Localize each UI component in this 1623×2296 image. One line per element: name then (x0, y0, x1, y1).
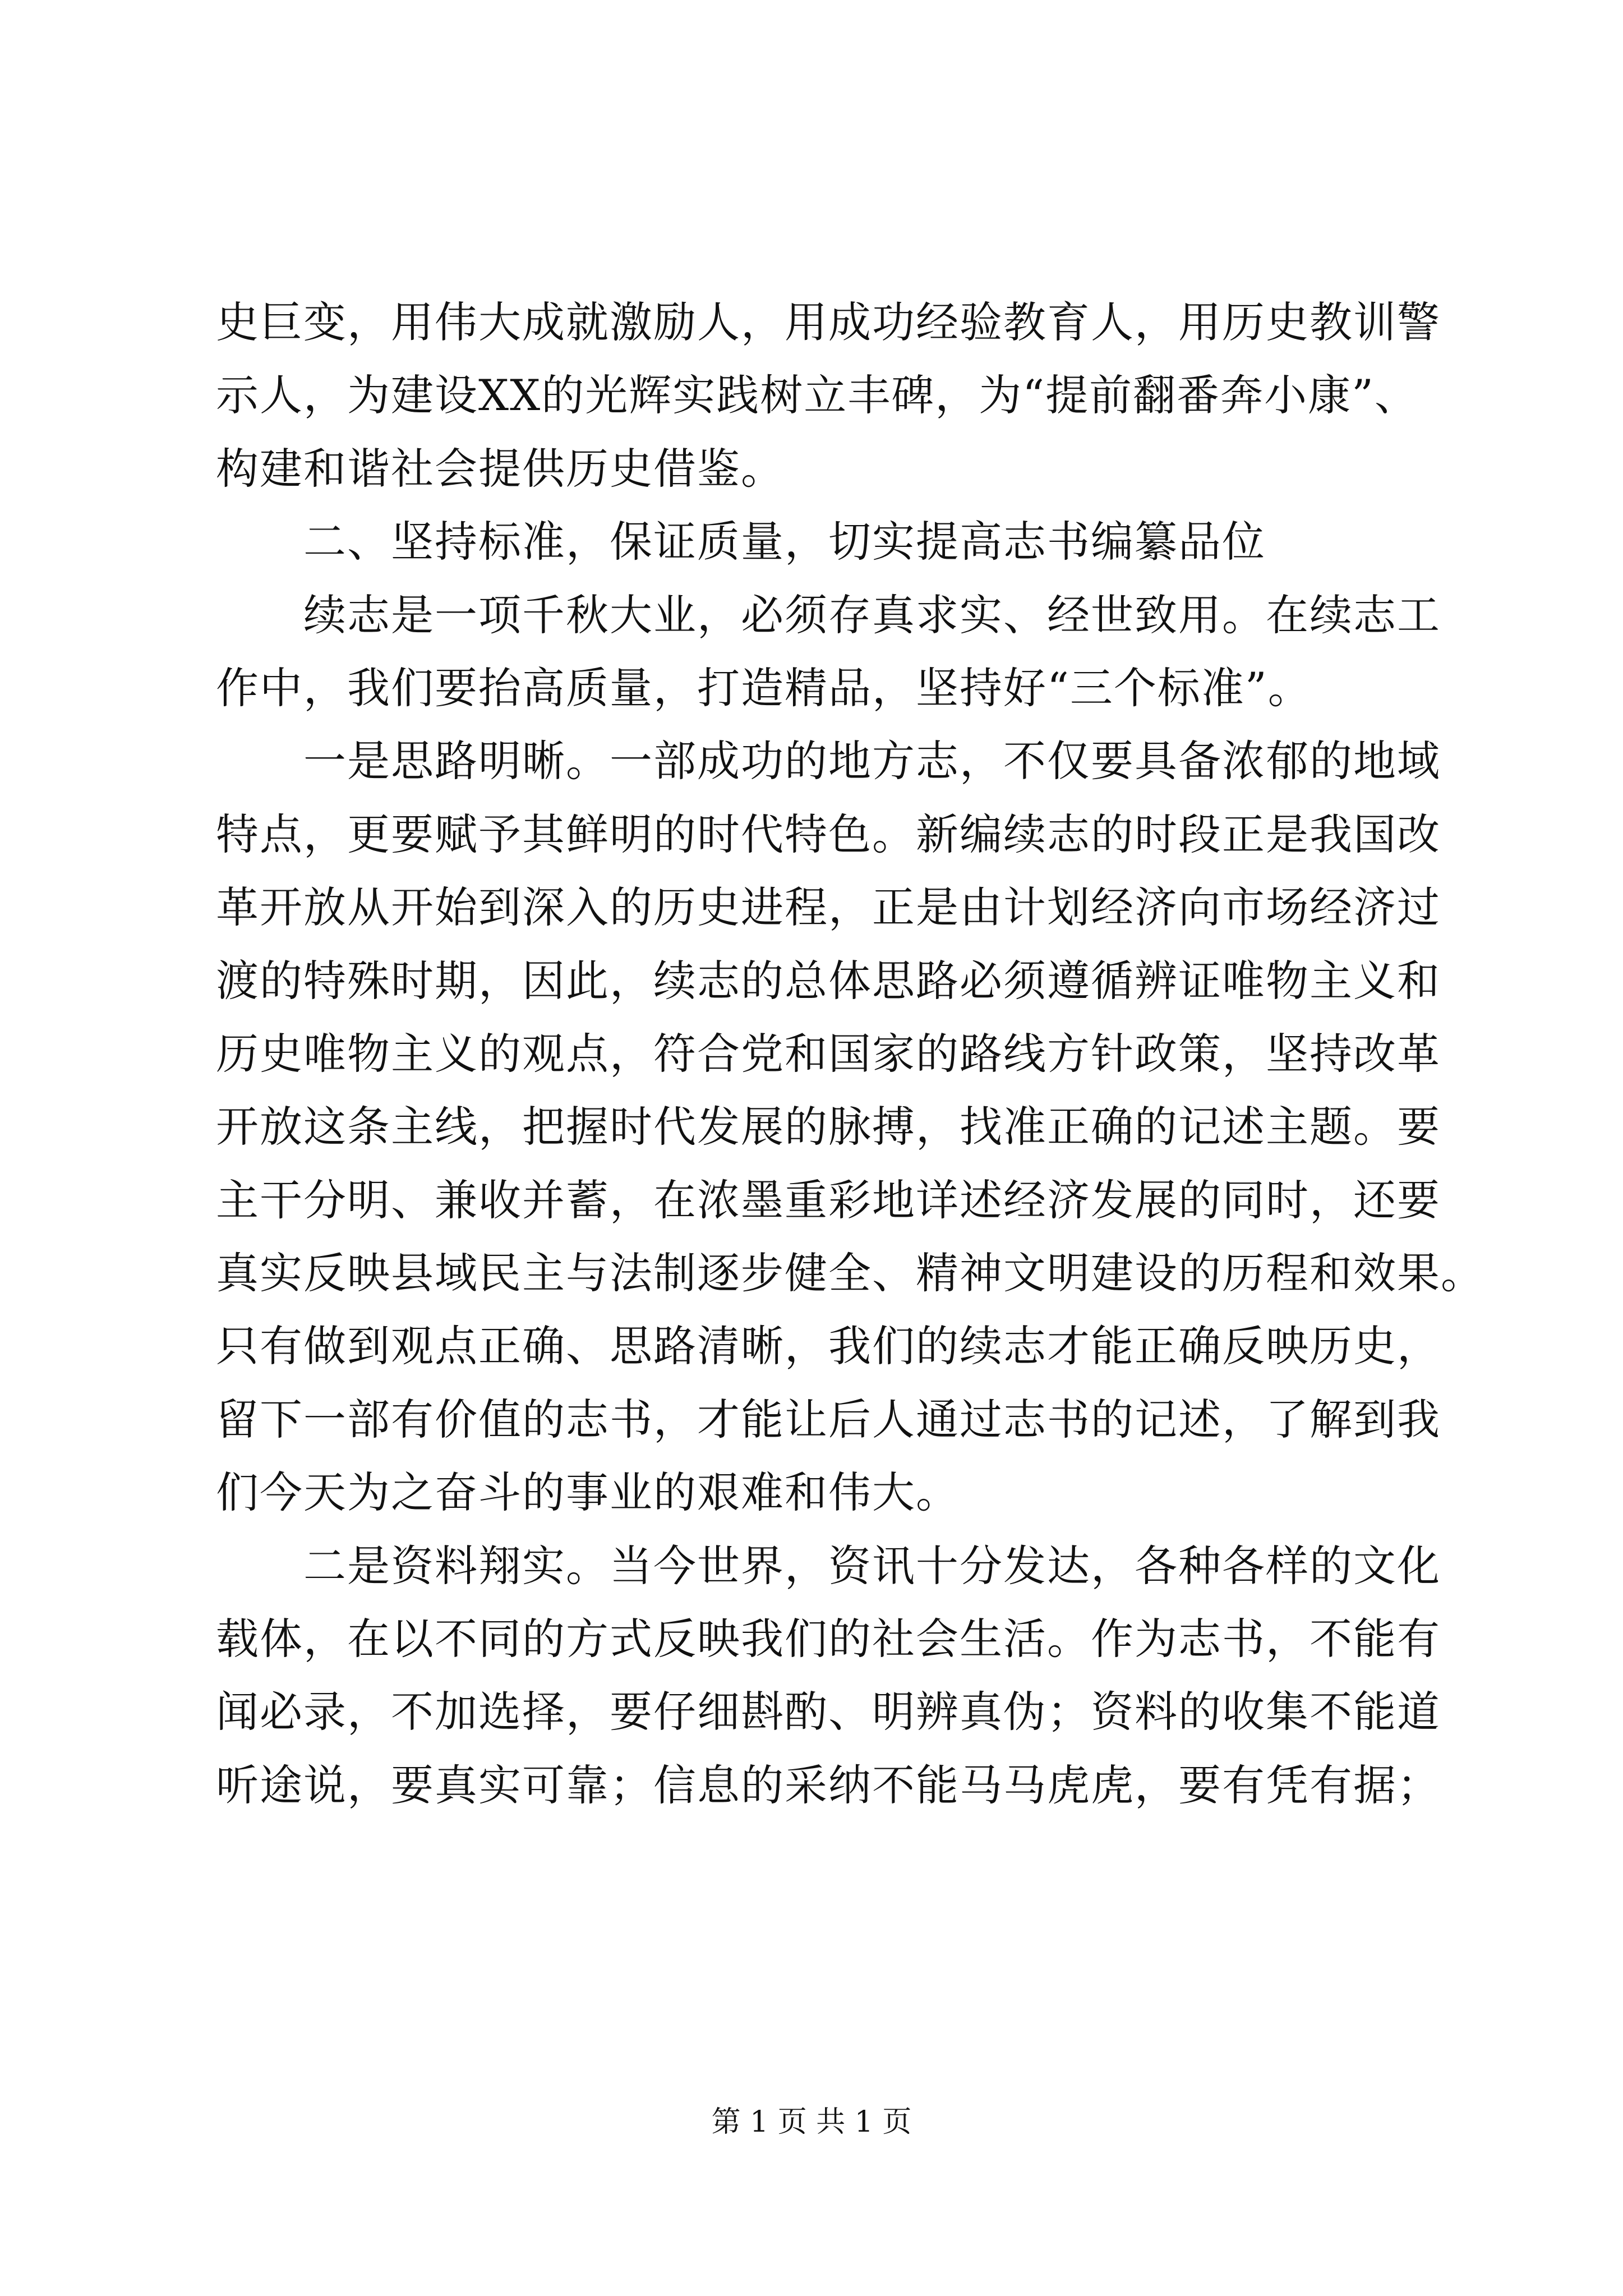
text-line: 们今天为之奋斗的事业的艰难和伟大。 (216, 1467, 960, 1518)
text-line: 示人，为建设XX的光辉实践树立丰碑，为“提前翻番奔小康”、 (216, 370, 1418, 421)
text-line: 特点，更要赋予其鲜明的时代特色。新编续志的时段正是我国改 (216, 809, 1441, 859)
text-line: 留下一部有价值的志书，才能让后人通过志书的记述，了解到我 (216, 1394, 1441, 1444)
text-line: 革开放从开始到深入的历史进程，正是由计划经济向市场经济过 (216, 882, 1441, 933)
text-line: 只有做到观点正确、思路清晰，我们的续志才能正确反映历史， (216, 1321, 1441, 1372)
section-heading: 二、坚持标准，保证质量，切实提高志书编纂品位 (216, 517, 1266, 567)
text-line: 历史唯物主义的观点，符合党和国家的路线方针政策，坚持改革 (216, 1028, 1441, 1079)
text-line: 真实反映县域民主与法制逐步健全、精神文明建设的历程和效果。 (216, 1248, 1484, 1299)
body-text (216, 286, 1484, 1822)
text-line: 开放这条主线，把握时代发展的脉搏，找准正确的记述主题。要 (216, 1102, 1441, 1152)
text-line: 听途说，要真实可靠；信息的采纳不能马马虎虎，要有凭有据； (216, 1760, 1441, 1810)
text-line: 续志是一项千秋大业，必须存真求实、经世致用。在续志工 (216, 590, 1441, 640)
text-line: 闻必录，不加选择，要仔细斟酌、明辨真伪；资料的收集不能道 (216, 1687, 1441, 1737)
text-line: 载体，在以不同的方式反映我们的社会生活。作为志书，不能有 (216, 1614, 1441, 1664)
text-line: 作中，我们要抬高质量，打造精品，坚持好“三个标准”。 (216, 662, 1312, 713)
text-line: 主干分明、兼收并蓄，在浓墨重彩地详述经济发展的同时，还要 (216, 1175, 1441, 1225)
text-line: 渡的特殊时期，因此，续志的总体思路必须遵循辨证唯物主义和 (216, 955, 1441, 1006)
text-line: 史巨变，用伟大成就激励人，用成功经验教育人，用历史教训警 (216, 297, 1441, 347)
text-line: 一是思路明晰。一部成功的地方志，不仅要具备浓郁的地域 (216, 736, 1441, 786)
text-line: 构建和谐社会提供历史借鉴。 (216, 443, 785, 494)
page-footer: 第 1 页 共 1 页 (711, 2105, 912, 2139)
text-line: 二是资料翔实。当今世界，资讯十分发达，各种各样的文化 (216, 1540, 1441, 1591)
